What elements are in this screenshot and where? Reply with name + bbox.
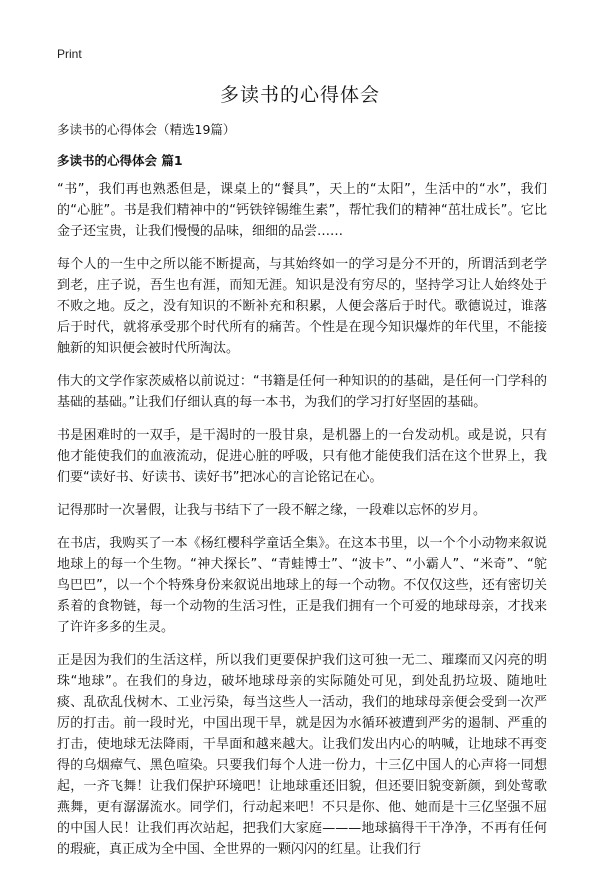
paragraph: “书”，我们再也熟悉但是，课桌上的“餐具”，天上的“太阳”，生活中的“水”，我们的“心脏”。书是我们精神中的“钙铁锌锡维生素”，帮忙我们的精神“茁壮成长”。它比金子还宝贵，让我们慢慢的品味，细细的品尝…… (57, 182, 547, 239)
paragraph: 记得那时一次暑假，让我与书结下了一段不解之缘，一段难以忘怀的岁月。 (57, 503, 487, 518)
paragraph: 正是因为我们的生活这样，所以我们更要保护我们这可独一无二、璀璨而又闪亮的明珠“地球”。在我们的身边，破坏地球母亲的实际随处可见，到处乱扔垃圾、随地吐痰、乱砍乱伐树木、工业污染，每当这些人一活动，我们的地球母亲便会受到一次严厉的打击。前一段时光，中国出现干旱，就是因为水循环被遭到严劣的遏制、严重的打击，使地球无法降雨，干旱面和越来越大。让我们发出内心的呐喊，让地球不再变得的乌烟瘴气、黑色喧染。只要我们每个人进一份力，十三亿中国人的心声将一同想起，一齐飞舞！让我们保护环境吧！让地球重还旧貌，但还要旧貌变新颜，到处莺歌燕舞，更有潺潺流水。同学们，行动起来吧！不只是你、他、她而是十三亿坚强不屈的中国人民！让我们再次站起，把我们大家庭———地球搞得干干净净，不再有任何的瑕疵，真正成为全中国、全世界的一颗闪闪的红星。让我们行 (57, 653, 547, 857)
document-title: 多读书的心得体会 (219, 84, 380, 106)
paragraph: 在书店，我购买了一本《杨红樱科学童话全集》。在这本书里，以一个个小动物来叙说地球上的每一个生物。“神犬探长”、“青蛙博士”、“波卡”、“小霸人”、“米奇”、“鸵鸟巴巴”，以一个个特殊身份来叙说出地球上的每一个动物。不仅仅这些，还有密切关系着的食物链，每一个动物的生活习性，正是我们拥有一个可爱的地球母亲，才找来了许许多多的生灵。 (57, 536, 547, 635)
paragraph: 伟大的文学作家茨威格以前说过：“书籍是任何一种知识的的基础，是任何一门学科的基础的基础。”让我们仔细认真的每一本书，为我们的学习打好坚固的基础。 (57, 374, 547, 410)
print-label: Print (57, 47, 82, 61)
paragraph: 每个人的一生中之所以能不断提高，与其始终如一的学习是分不开的，所谓活到老学到老，庄子说，吾生也有涯，而知无涯。知识是没有穷尽的，坚持学习让人始终处于不败之地。反之，没有知识的不断补充和积累，人便会落后于时代。歌德说过，谁落后于时代，就将承受那个时代所有的痛苦。个性是在现今知识爆炸的年代里，不能接触新的知识便会被时代所淘汰。 (57, 257, 547, 356)
document-subtitle: 多读书的心得体会（精选19篇） (57, 122, 236, 137)
paragraph: 书是困难时的一双手，是干渴时的一股甘泉，是机器上的一台发动机。或是说，只有他才能使我们的血液流动，促进心脏的呼吸，只有他才能使我们活在这个世界上，我们要“读好书、好读书、读好书”把冰心的言论铭记在心。 (57, 428, 547, 485)
section-heading: 多读书的心得体会 篇1 (57, 153, 183, 168)
article-body (57, 179, 547, 872)
